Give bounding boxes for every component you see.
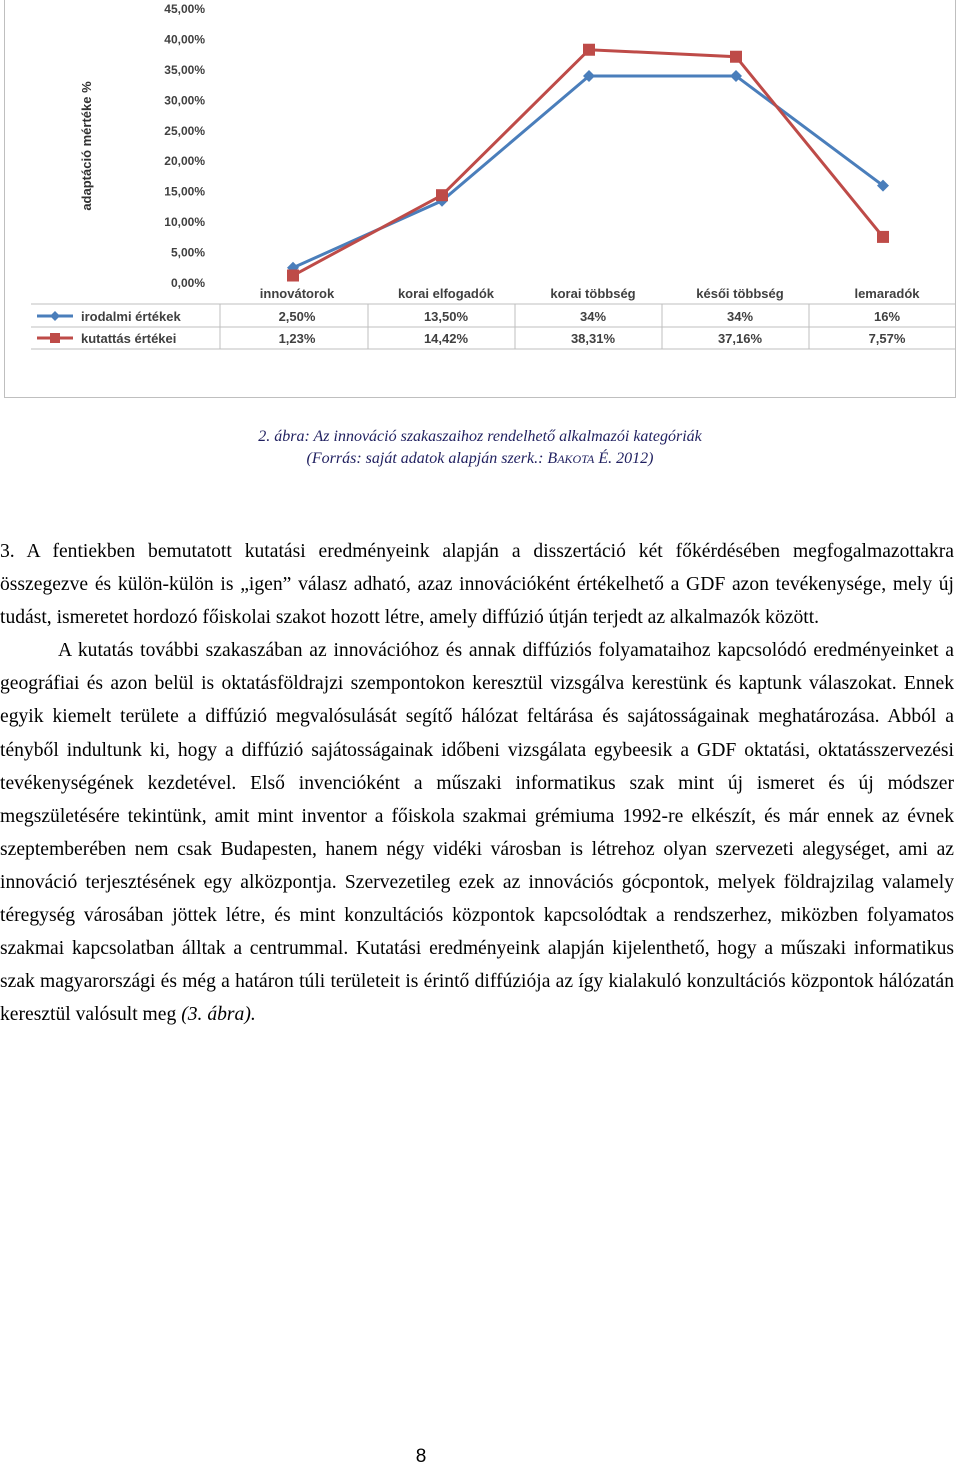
category-label: késői többség <box>696 286 784 301</box>
paragraph-1: 3. A fentiekben bemutatott kutatási eredményeink alapján a disszertáció két főkérdésében megfogalmazottakra összegezve és külön-külön is „igen” válasz adható, azaz innovációként értékelhető a GDF azon tevékenysége, mely új tudást, ismeretet hordozó főiskolai szakot hozott létre, amely diffúzió útján terjedt az alkalmazók között. <box>0 541 954 629</box>
caption-line-2: (Forrás: saját adatok alapján szerk.: BAKOTA É. 2012) <box>306 450 654 467</box>
y-tick-label: 0,00% <box>170 276 205 290</box>
table-cell-value: 14,42% <box>423 331 469 346</box>
figure-reference: (3. ábra). <box>181 1004 256 1026</box>
table-cell-value: 1,23% <box>278 331 316 346</box>
data-point <box>436 189 448 201</box>
table-cell-value: 34% <box>579 309 607 324</box>
legend-series-name: kutattás értékei <box>81 331 177 346</box>
data-table <box>31 304 956 349</box>
y-tick-label: 15,00% <box>164 184 205 199</box>
y-axis-label: adaptáció mértéke % <box>79 81 94 211</box>
series-lines <box>287 44 889 282</box>
legend-series-name: irodalmi értékek <box>81 309 181 324</box>
legend-key-marker <box>50 333 60 343</box>
page-number: 8 <box>415 1446 427 1467</box>
series-line <box>293 76 883 268</box>
y-axis-title <box>79 81 94 211</box>
table-cell-value: 37,16% <box>717 331 763 346</box>
category-label: innovátorok <box>259 286 335 301</box>
table-cell-value: 34% <box>726 309 754 324</box>
data-point <box>877 231 889 243</box>
data-point <box>730 51 742 63</box>
table-cell-value: 2,50% <box>278 309 316 324</box>
category-label: korai elfogadók <box>397 286 495 301</box>
table-cell-value: 38,31% <box>570 331 616 346</box>
legend-key-marker <box>50 311 60 321</box>
y-tick-label: 10,00% <box>164 215 205 230</box>
category-label: lemaradók <box>854 286 920 301</box>
table-cell-value: 7,57% <box>868 331 906 346</box>
data-point <box>583 44 595 56</box>
y-tick-label: 25,00% <box>164 123 205 138</box>
line-chart <box>5 0 957 398</box>
table-cell-value: 13,50% <box>423 309 469 324</box>
y-tick-label: 40,00% <box>164 32 205 47</box>
paragraph-2: A kutatás további szakaszában az innovációhoz és annak diffúziós folyamataihoz kapcsolódó eredményeinket a geográfiai és azon belül is oktatásföldrajzi szempontokon keresztül vizsgálva kerestünk és kaptunk válaszokat. Ennek egyik kiemelt területe a diffúzió megvalósulását segítő hálózat feltárása és sajátosságainak meghatározása. Abból a tényből indultunk ki, hogy a diffúzió sajátosságainak időbeni vizsgálata egybeesik a GDF oktatási, oktatásszervezési tevékenységének kezdetével. Első invencióként a műszaki informatikus szak mint új ismeret és új módszer megszületésére tekintünk, amit mint inventor a főiskola szakmai grémiuma 1992-re elkészít, és már ennek az évnek szeptemberében nem csak Budapesten, hanem négy vidéki városban is létrehoz olyan szervezeti alegységet, ami az innováció terjesztésének egy alközpontja. Szervezetileg ezek az innovációs gócpontok, melyek földrajzilag valamely téregység városában jöttek létre, és mint konzultációs központok kapcsolódtak a rendszerhez, miközben folyamatos szakmai kapcsolatban álltak a centrummal. Kutatási eredményeink alapján kijelenthető, hogy a műszaki informatikus szak magyarországi és még a határon túli területeit is érintő diffúziója az így kialakuló konzultációs központok hálózatán keresztül valósult meg (3. ábra). <box>0 640 954 1026</box>
y-tick-label: 5,00% <box>170 245 205 260</box>
y-tick-label: 45,00% <box>164 2 205 16</box>
caption-line-1: 2. ábra: Az innováció szakaszaihoz rendelhető alkalmazói kategóriák <box>258 428 702 445</box>
y-axis-ticks <box>164 2 205 290</box>
body-text <box>0 535 954 1031</box>
y-tick-label: 20,00% <box>164 154 205 169</box>
data-point <box>287 270 299 282</box>
category-label: korai többség <box>550 286 636 301</box>
y-tick-label: 30,00% <box>164 93 205 108</box>
category-labels <box>260 286 920 301</box>
figure-caption <box>0 426 960 470</box>
table-cell-value: 16% <box>873 309 901 324</box>
series-line <box>293 50 883 276</box>
chart-frame <box>4 0 956 398</box>
y-tick-label: 35,00% <box>164 62 205 77</box>
